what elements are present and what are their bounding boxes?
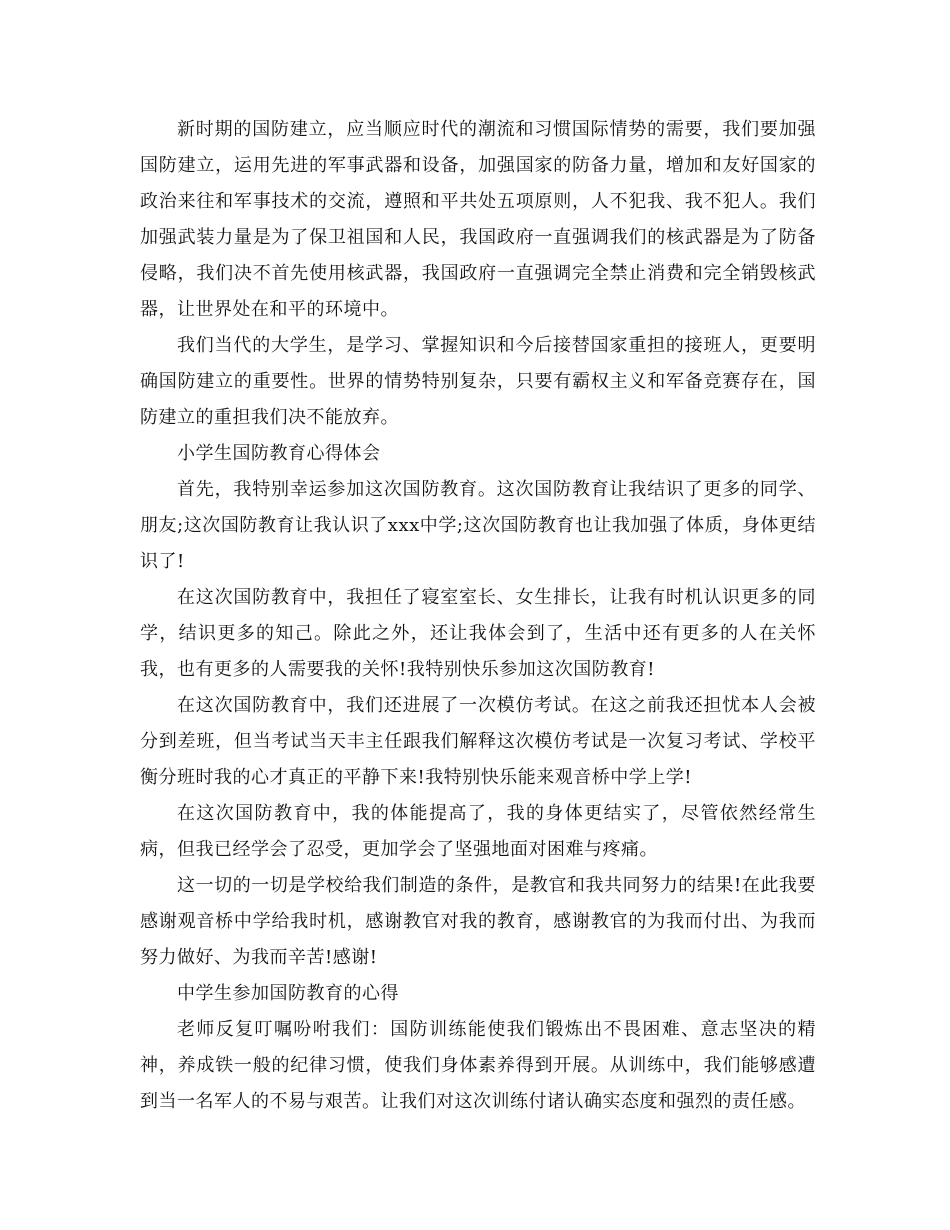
- paragraph-college-students: 我们当代的大学生，是学习、掌握知识和今后接替国家重担的接班人，更要明确国防建立的重要性。世界的情势特别复杂，只要有霸权主义和军备竞赛存在，国防建立的重担我们决不能放弃。: [140, 335, 816, 428]
- document-body: [140, 112, 816, 1120]
- paragraph-teacher-advice: 老师反复叮嘱吩咐我们：国防训练能使我们锻炼出不畏困难、意志坚决的精神，养成铁一般的纪律习惯，使我们身体素养得到开展。从训练中，我们能够感遭到当一名军人的不易与艰苦。让我们对这次训练付诸认确实态度和强烈的责任感。: [140, 1019, 816, 1112]
- paragraph-mock-exam: 在这次国防教育中，我们还进展了一次模仿考试。在这之前我还担忧本人会被分到差班，但当考试当天丰主任跟我们解释这次模仿考试是一次复习考试、学校平衡分班时我的心才真正的平静下来!我特别快乐能来观音桥中学上学!: [140, 695, 816, 788]
- paragraph-dorm-leader: 在这次国防教育中，我担任了寝室室长、女生排长，让我有时机认识更多的同学，结识更多的知己。除此之外，还让我体会到了，生活中还有更多的人在关怀我，也有更多的人需要我的关怀!我特别快乐参加这次国防教育!: [140, 587, 816, 680]
- paragraph-thanks: 这一切的一切是学校给我们制造的条件，是教官和我共同努力的结果!在此我要感谢观音桥中学给我时机，感谢教官对我的教育，感谢教官的为我而付出、为我而努力做好、为我而辛苦!感谢!: [140, 875, 816, 968]
- section-heading-primary-school: 小学生国防教育心得体会: [177, 443, 381, 464]
- paragraph-physical-fitness: 在这次国防教育中，我的体能提高了，我的身体更结实了，尽管依然经常生病，但我已经学会了忍受，更加学会了坚强地面对困难与疼痛。: [140, 803, 816, 860]
- section-heading-middle-school: 中学生参加国防教育的心得: [177, 983, 399, 1004]
- paragraph-first: 首先，我特别幸运参加这次国防教育。这次国防教育让我结识了更多的同学、朋友;这次国防教育让我认识了xxx中学;这次国防教育也让我加强了体质，身体更结识了!: [140, 479, 816, 572]
- paragraph-national-defense-construction: 新时期的国防建立，应当顺应时代的潮流和习惯国际情势的需要，我们要加强国防建立，运用先进的军事武器和设备，加强国家的防备力量，增加和友好国家的政治来往和军事技术的交流，遵照和平共处五项原则，人不犯我、我不犯人。我们加强武装力量是为了保卫祖国和人民，我国政府一直强调我们的核武器是为了防备侵略，我们决不首先使用核武器，我国政府一直强调完全禁止消费和完全销毁核武器，让世界处在和平的环境中。: [140, 119, 816, 320]
